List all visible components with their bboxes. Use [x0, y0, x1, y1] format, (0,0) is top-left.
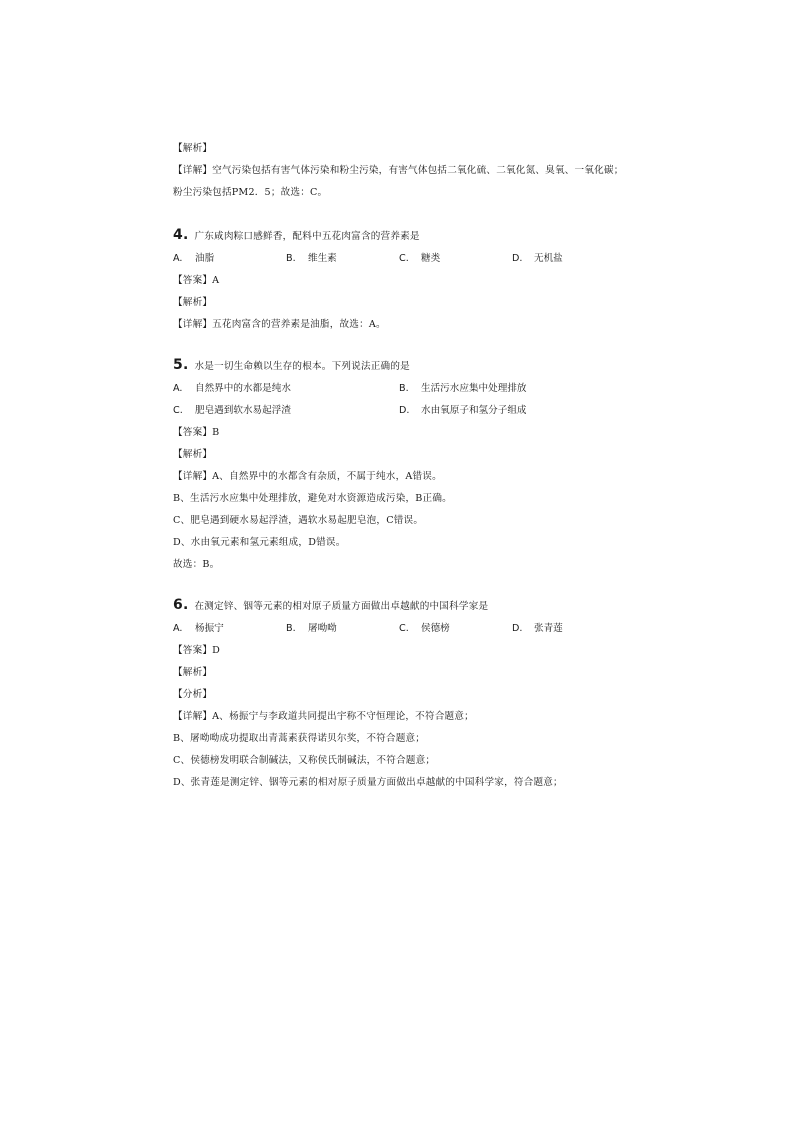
- answer-label: 【答案】A: [173, 275, 220, 286]
- detail-text: B、生活污水应集中处理排放，避免对水资源造成污染，B正确。: [173, 493, 452, 504]
- option-d: [512, 252, 563, 266]
- question-text: 水是一切生命赖以生存的根本。下列说法正确的是: [194, 361, 410, 372]
- option-text: 自然界中的水都是纯水: [195, 383, 291, 394]
- option-b: [399, 382, 527, 396]
- option-letter: D.: [512, 623, 523, 634]
- option-letter: B.: [286, 623, 296, 634]
- option-a: [173, 622, 224, 636]
- option-text: 水由氧原子和氢分子组成: [421, 405, 527, 416]
- option-d: [512, 622, 563, 636]
- option-text: 油脂: [195, 253, 215, 264]
- answer-label: 【答案】D: [173, 645, 221, 656]
- question-4-title: [173, 228, 420, 244]
- analysis-label: 【解析】: [173, 449, 213, 460]
- detail-text: B、屠呦呦成功提取出青蒿素获得诺贝尔奖，不符合题意；: [173, 733, 426, 744]
- question-text: 在测定锌、铟等元素的相对原子质量方面做出卓越献的中国科学家是: [194, 601, 489, 612]
- detail-text: 【详解】A、杨振宁与李政道共同提出宇称不守恒理论，不符合题意；: [173, 711, 474, 722]
- option-a: [173, 382, 291, 396]
- option-text: 糖类: [421, 253, 441, 264]
- question-number: 6.: [173, 597, 189, 613]
- option-text: 生活污水应集中处理排放: [421, 383, 527, 394]
- detail-text: C、肥皂遇到硬水易起浮渣，遇软水易起肥皂泡，C错误。: [173, 515, 424, 526]
- option-a: [173, 252, 214, 266]
- option-letter: B.: [286, 253, 296, 264]
- detail-text: D、张青莲是测定锌、铟等元素的相对原子质量方面做出卓越献的中国科学家，符合题意；: [173, 777, 563, 788]
- detail-text: D、水由氧元素和氢元素组成，D错误。: [173, 537, 346, 548]
- analysis-label: 【解析】: [173, 143, 213, 154]
- option-c: [399, 622, 450, 636]
- detail-text: 【详解】空气污染包括有害气体污染和粉尘污染，有害气体包括二氧化硫、二氧化氮、臭氧、一氧化碳；: [173, 165, 624, 176]
- option-letter: A.: [173, 253, 183, 264]
- question-number: 4.: [173, 227, 189, 243]
- option-text: 屠呦呦: [308, 623, 337, 634]
- option-text: 张青莲: [534, 623, 563, 634]
- analysis-label: 【解析】: [173, 667, 213, 678]
- option-letter: D.: [399, 405, 410, 416]
- option-letter: A.: [173, 383, 183, 394]
- option-b: [286, 252, 337, 266]
- option-letter: C.: [399, 623, 409, 634]
- option-text: 侯德榜: [421, 623, 450, 634]
- question-5-title: [173, 358, 410, 374]
- question-6-options: [173, 622, 633, 636]
- detail-text: 故选：B。: [173, 559, 220, 570]
- option-letter: A.: [173, 623, 183, 634]
- option-letter: B.: [399, 383, 409, 394]
- option-c: [399, 252, 440, 266]
- question-number: 5.: [173, 357, 189, 373]
- question-6-title: [173, 598, 488, 614]
- option-letter: D.: [512, 253, 523, 264]
- option-letter: C.: [399, 253, 409, 264]
- option-b: [286, 622, 337, 636]
- question-4-options: [173, 252, 633, 266]
- detail-text: 【详解】五花肉富含的营养素是油脂，故选：A。: [173, 319, 386, 330]
- option-c: [173, 404, 291, 418]
- option-text: 肥皂遇到软水易起浮渣: [195, 405, 291, 416]
- detail-text: C、侯德榜发明联合制碱法，又称侯氏制碱法，不符合题意；: [173, 755, 436, 766]
- detail-text: 粉尘污染包括PM2．5；故选：C。: [173, 187, 328, 198]
- detail-text: 【详解】A、自然界中的水都含有杂质，不属于纯水，A错误。: [173, 471, 442, 482]
- analysis-subtitle: 【分析】: [173, 689, 213, 700]
- option-d: [399, 404, 527, 418]
- option-text: 维生素: [308, 253, 337, 264]
- question-5-options-row-1: [173, 382, 633, 396]
- answer-label: 【答案】B: [173, 427, 220, 438]
- question-text: 广东咸肉粽口感鲜香，配料中五花肉富含的营养素是: [194, 231, 420, 242]
- option-letter: C.: [173, 405, 183, 416]
- analysis-label: 【解析】: [173, 297, 213, 308]
- question-5-options-row-2: [173, 404, 633, 418]
- option-text: 杨振宁: [195, 623, 224, 634]
- option-text: 无机盐: [534, 253, 563, 264]
